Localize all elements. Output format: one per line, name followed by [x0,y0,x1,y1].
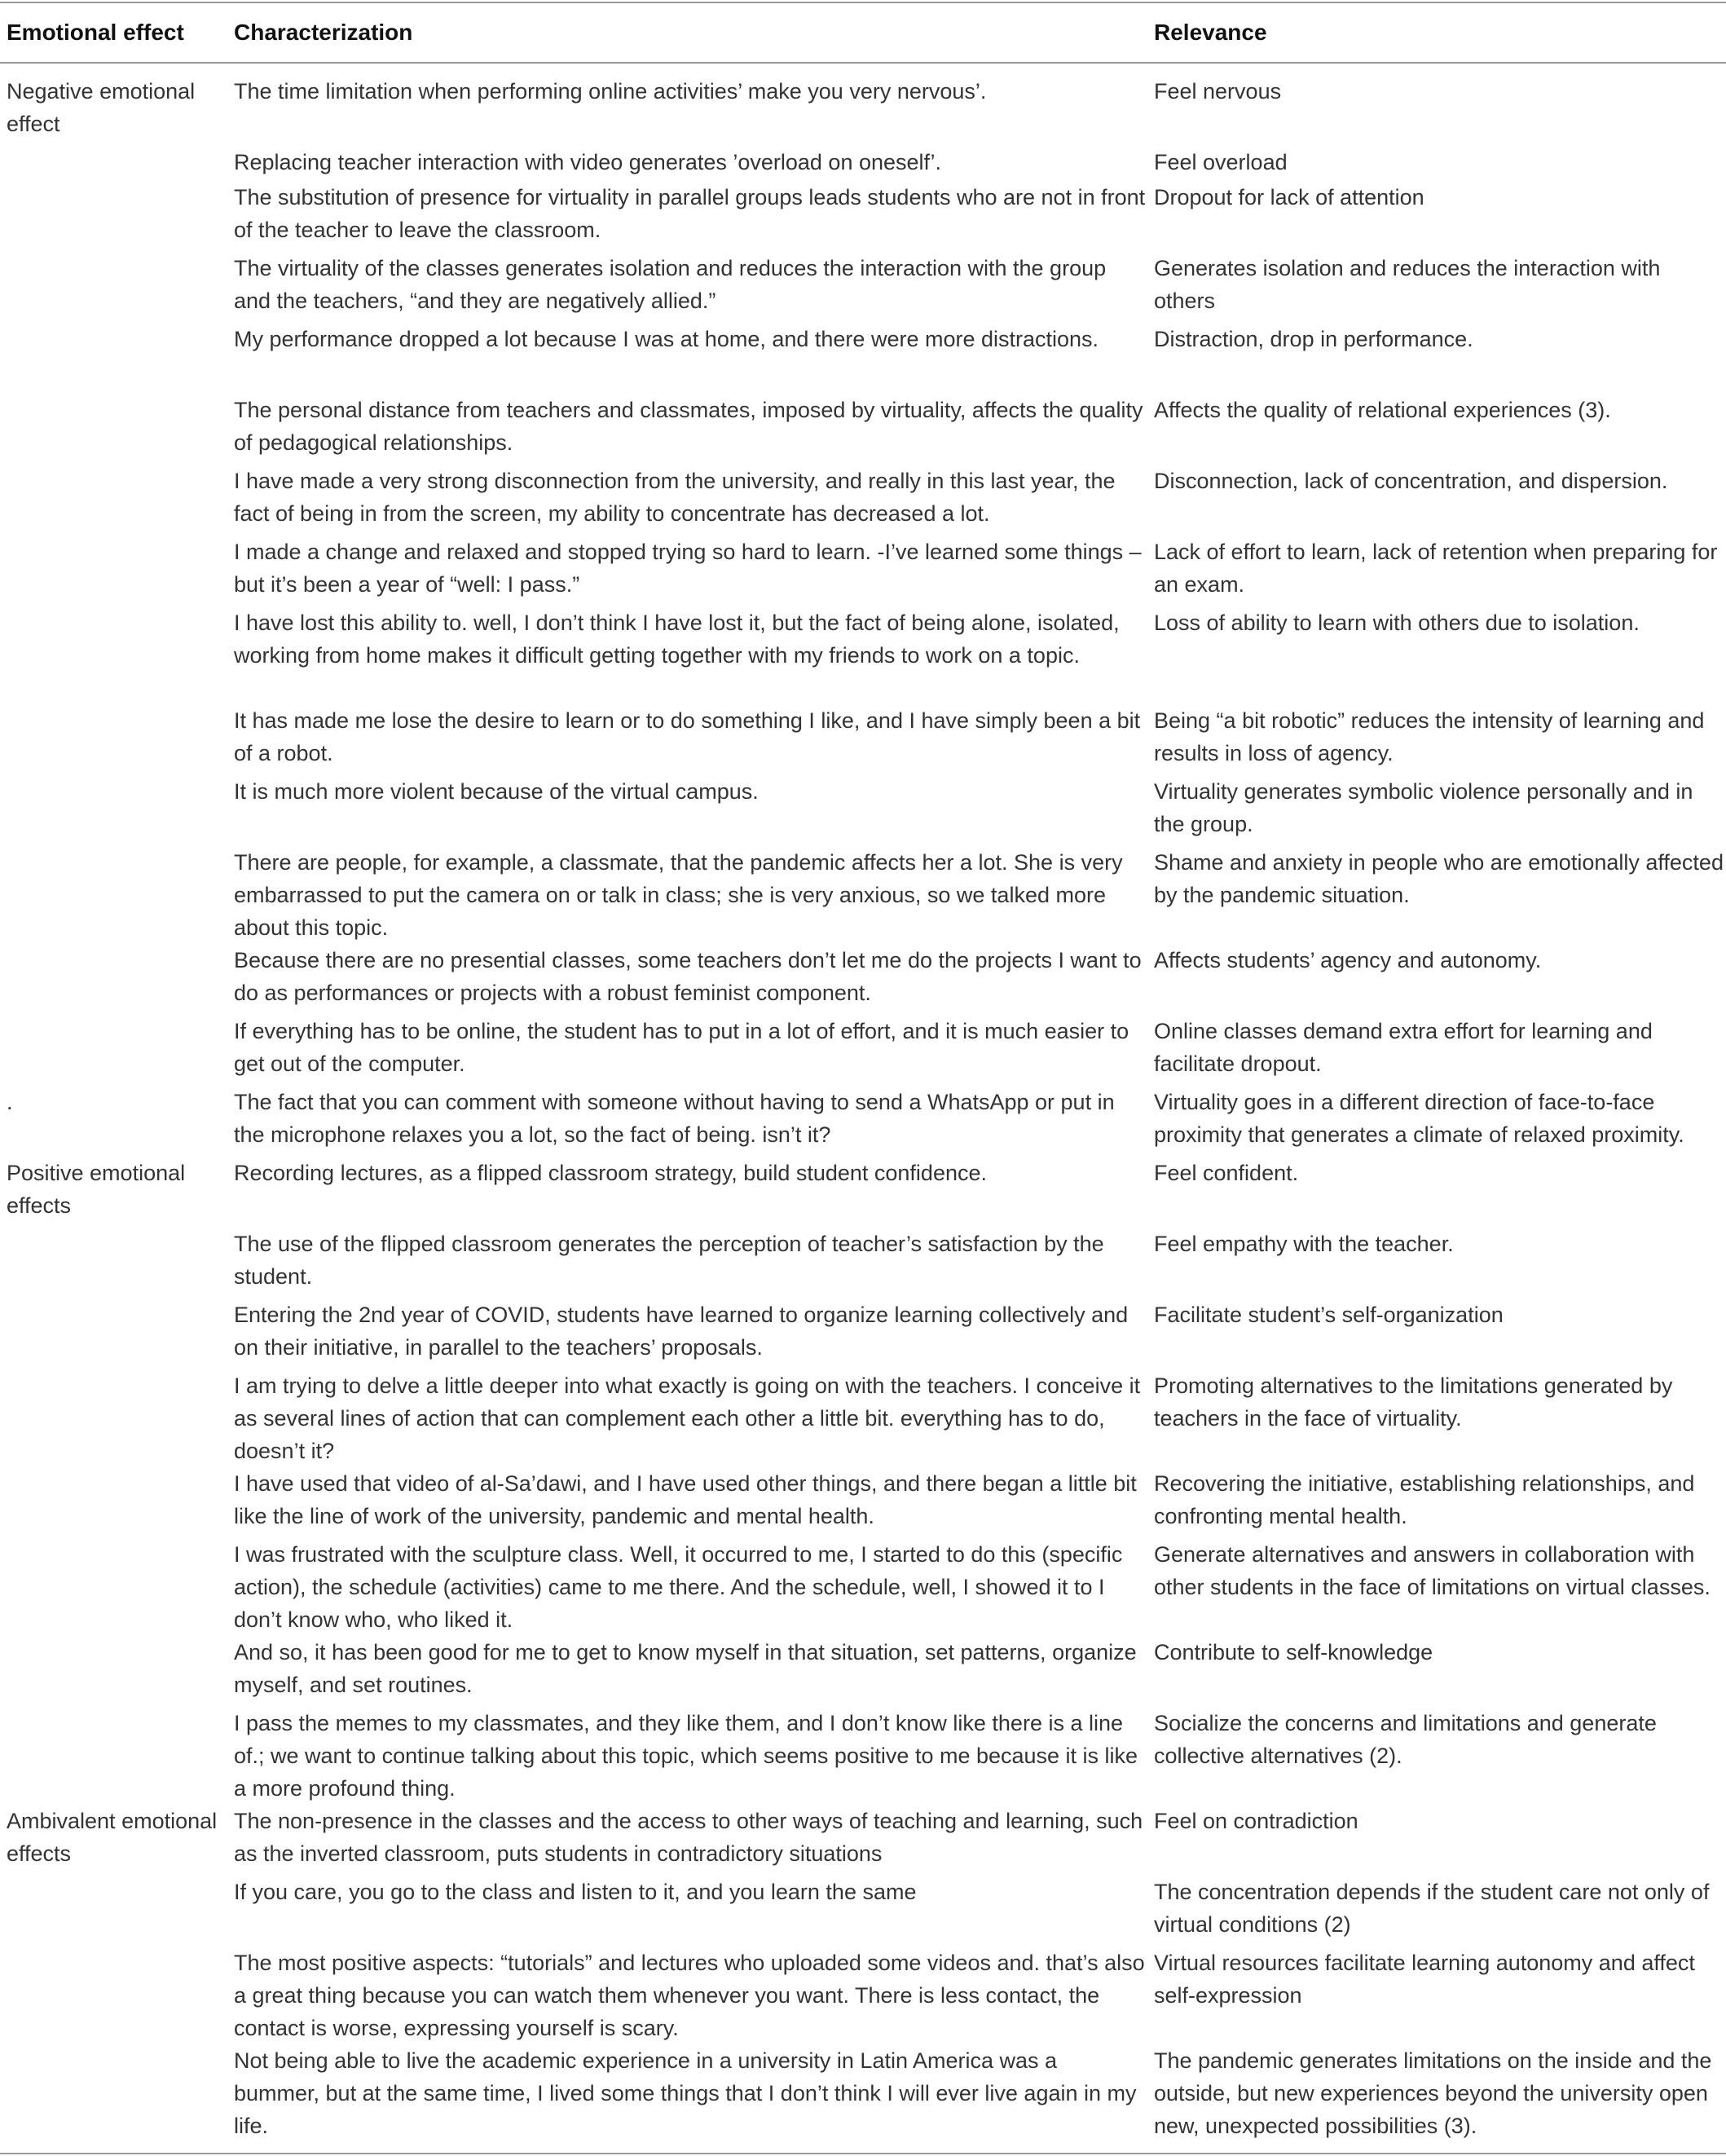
row-characterization: The fact that you can comment with someone without having to send a WhatsApp or put in the microphone relaxes you a lot, so the fact of being. isn’t it? [234,1090,1115,1147]
bottom-rule [0,2153,1726,2154]
row-characterization: I have used that video of al-Sa’dawi, and I have used other things, and there began a little bit like the line of work of the university, pandemic and mental health. [234,1471,1137,1528]
row-characterization: Recording lectures, as a flipped classroom strategy, build student confidence. [234,1161,987,1185]
row-characterization: Not being able to live the academic experience in a university in Latin America was a bummer, but at the same time, I lived some things that I don’t think I will ever live again in my life. [234,2048,1137,2138]
row-characterization: If everything has to be online, the student has to put in a lot of effort, and it is much easier to get out of the computer. [234,1019,1129,1076]
row-characterization: The most positive aspects: “tutorials” and lectures who uploaded some videos and. that’s also a great thing because you can watch them whenever you want. There is less contact, the contact is worse, expressing yourself is scary. [234,1951,1145,2040]
row-characterization: The non-presence in the classes and the access to other ways of teaching and learning, such as the inverted classroom, puts students in contradictory situations [234,1809,1143,1866]
row-characterization: I have lost this ability to. well, I don’t think I have lost it, but the fact of being alone, isolated, working from home makes it difficult getting together with my friends to work on a topic. [234,611,1120,668]
row-characterization: It has made me lose the desire to learn or to do something I like, and I have simply been a bit of a robot. [234,708,1141,765]
row-characterization: I was frustrated with the sculpture class. Well, it occurred to me, I started to do this (specific action), the schedule (activities) came to me there. And the schedule, well, I showed it to I don’t know who, who liked it. [234,1542,1123,1632]
row-effect: Negative emotional effect [7,79,196,136]
row-relevance: Generates isolation and reduces the interaction with others [1154,256,1661,313]
row-characterization: I pass the memes to my classmates, and they like them, and I don’t know like there is a line of.; we want to continue talking about this topic, which seems positive to me because it is like a more profound thing. [234,1711,1138,1801]
row-effect: Positive emotional effects [7,1161,186,1218]
row-characterization: The substitution of presence for virtuality in parallel groups leads students who are not in front of the teacher to leave the classroom. [234,185,1146,242]
row-relevance: Promoting alternatives to the limitations generated by teachers in the face of virtuality. [1154,1373,1673,1431]
row-characterization: I have made a very strong disconnection from the university, and really in this last year, the fact of being in from the screen, my ability to concentrate has decreased a lot. [234,469,1116,526]
row-characterization: And so, it has been good for me to get to know myself in that situation, set patterns, organize myself, and set routines. [234,1640,1137,1697]
row-characterization: If you care, you go to the class and listen to it, and you learn the same [234,1880,917,1904]
row-characterization: My performance dropped a lot because I was at home, and there were more distractions. [234,327,1099,351]
row-characterization: Replacing teacher interaction with video generates ’overload on oneself’. [234,150,942,174]
row-relevance: Feel nervous [1154,79,1282,104]
row-relevance: Virtuality goes in a different direction of face-to-face proximity that generates a climate of relaxed proximity. [1154,1090,1684,1147]
row-relevance: Facilitate student’s self-organization [1154,1303,1504,1327]
header-relevance: Relevance [1154,20,1267,45]
row-characterization: It is much more violent because of the virtual campus. [234,779,759,804]
row-relevance: Distraction, drop in performance. [1154,327,1473,351]
row-relevance: The pandemic generates limitations on the inside and the outside, but new experiences beyond the university open new, unexpected possibilities (3). [1154,2048,1712,2138]
row-effect: . [7,1090,13,1114]
row-characterization: Because there are no presential classes, some teachers don’t let me do the projects I want to do as performances or projects with a robust feminist component. [234,948,1142,1005]
row-relevance: The concentration depends if the student care not only of virtual conditions (2) [1154,1880,1710,1937]
row-characterization: The use of the flipped classroom generates the perception of teacher’s satisfaction by the student. [234,1232,1104,1289]
row-relevance: Disconnection, lack of concentration, and dispersion. [1154,469,1668,493]
row-relevance: Recovering the initiative, establishing relationships, and confronting mental health. [1154,1471,1695,1528]
row-relevance: Shame and anxiety in people who are emotionally affected by the pandemic situation. [1154,850,1724,907]
row-relevance: Affects the quality of relational experiences (3). [1154,398,1611,422]
row-characterization: The personal distance from teachers and classmates, imposed by virtuality, affects the quality of pedagogical relationships. [234,398,1143,455]
row-relevance: Feel on contradiction [1154,1809,1358,1833]
header-characterization: Characterization [234,20,413,45]
row-relevance: Online classes demand extra effort for learning and facilitate dropout. [1154,1019,1653,1076]
row-characterization: Entering the 2nd year of COVID, students have learned to organize learning collectively and on their initiative, in parallel to the teachers’ proposals. [234,1303,1129,1360]
row-characterization: I am trying to delve a little deeper into what exactly is going on with the teachers. I conceive it as several lines of action that can complement each other a little bit. everything has to do, doesn’t it? [234,1373,1141,1463]
row-relevance: Virtuality generates symbolic violence personally and in the group. [1154,779,1693,836]
top-rule [0,2,1726,3]
row-relevance: Socialize the concerns and limitations and generate collective alternatives (2). [1154,1711,1657,1768]
row-effect: Ambivalent emotional effects [7,1809,218,1866]
row-relevance: Affects students’ agency and autonomy. [1154,948,1542,972]
row-relevance: Feel overload [1154,150,1288,174]
row-characterization: The time limitation when performing online activities’ make you very nervous’. [234,79,987,104]
row-relevance: Loss of ability to learn with others due to isolation. [1154,611,1640,635]
row-characterization: I made a change and relaxed and stopped trying so hard to learn. -I’ve learned some things – but it’s been a year of “well: I pass.” [234,540,1142,597]
row-relevance: Being “a bit robotic” reduces the intensity of learning and results in loss of agency. [1154,708,1705,765]
row-relevance: Virtual resources facilitate learning autonomy and affect self-expression [1154,1951,1695,2008]
row-relevance: Generate alternatives and answers in collaboration with other students in the face of limitations on virtual classes. [1154,1542,1711,1599]
header-rule [0,62,1726,64]
row-relevance: Lack of effort to learn, lack of retention when preparing for an exam. [1154,540,1718,597]
row-relevance: Feel confident. [1154,1161,1299,1185]
row-characterization: The virtuality of the classes generates isolation and reduces the interaction with the group and the teachers, “and they are negatively allied.” [234,256,1107,313]
row-characterization: There are people, for example, a classmate, that the pandemic affects her a lot. She is very embarrassed to put the camera on or talk in class; she is very anxious, so we talked more about this topic. [234,850,1123,940]
row-relevance: Dropout for lack of attention [1154,185,1424,209]
row-relevance: Feel empathy with the teacher. [1154,1232,1454,1256]
header-emotional-effect: Emotional effect [7,20,184,45]
row-relevance: Contribute to self-knowledge [1154,1640,1433,1664]
